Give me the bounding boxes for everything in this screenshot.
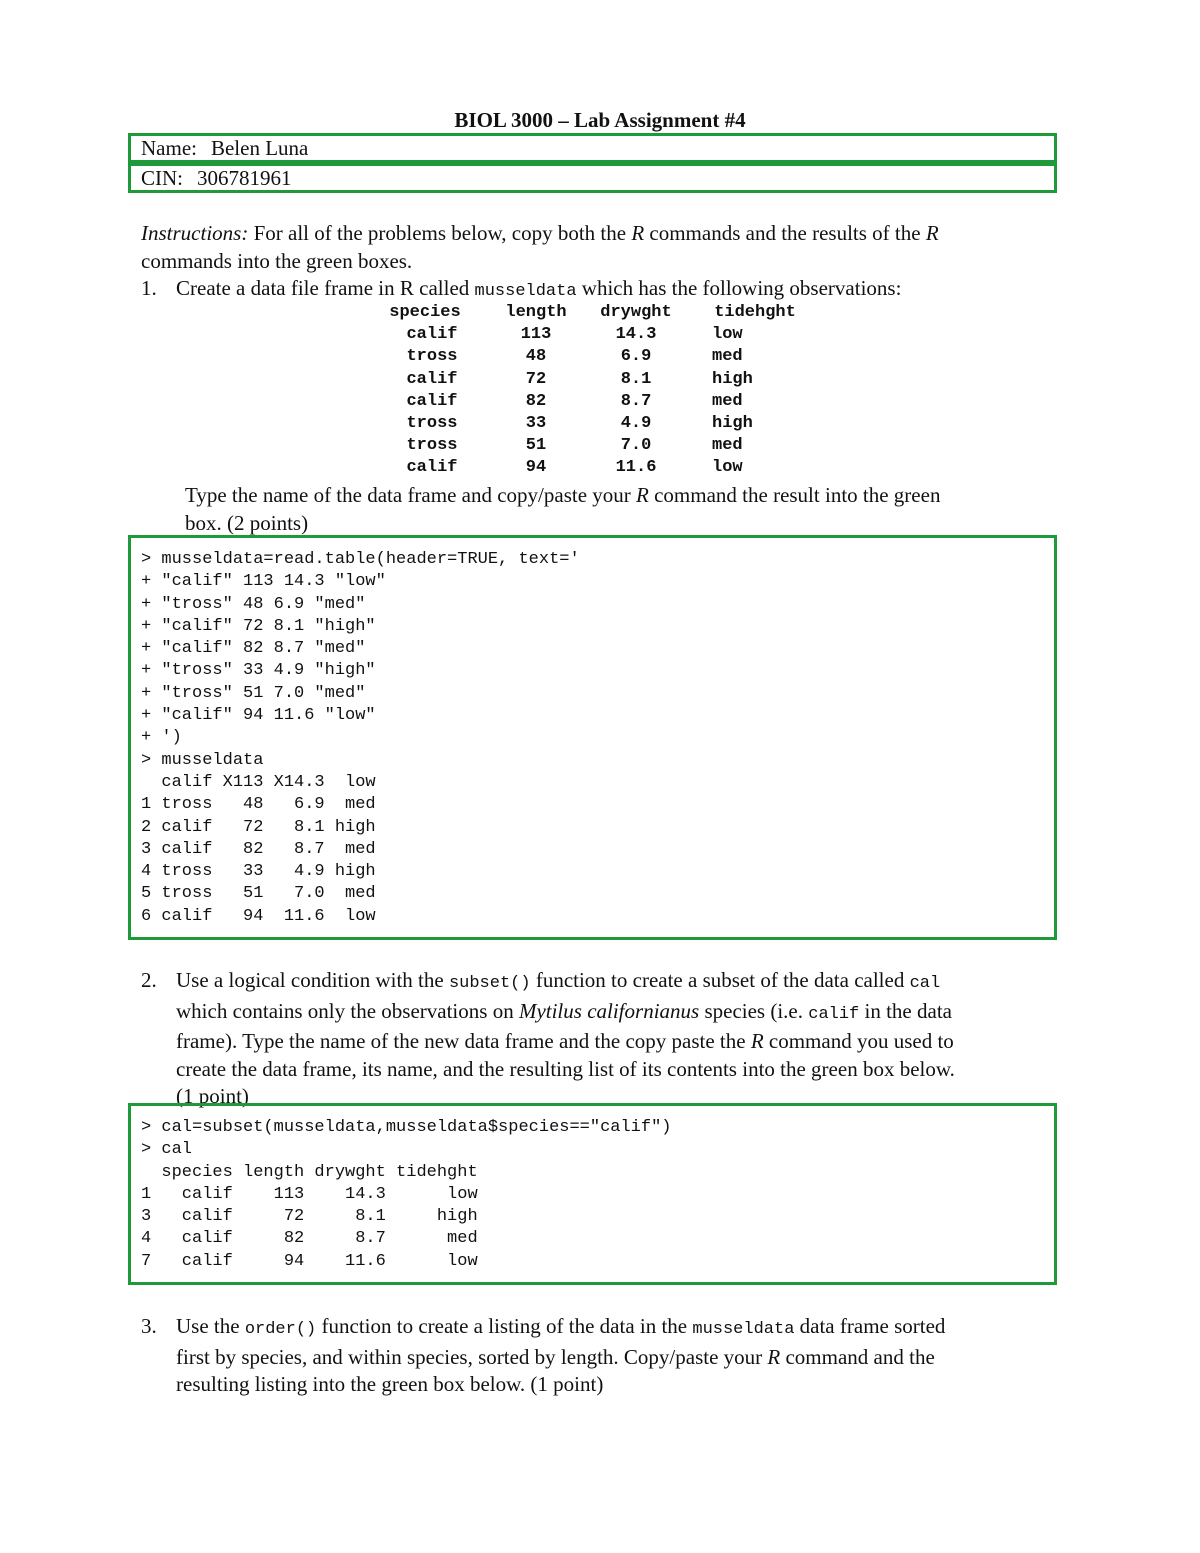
instructions-label: Instructions:	[141, 221, 249, 245]
q2-answer-box[interactable]	[128, 1103, 1057, 1285]
r-italic: R	[750, 1029, 764, 1053]
table-row	[360, 457, 820, 479]
q2-text: which contains only the observations on	[176, 998, 519, 1023]
q3-text: function to create a listing of the data in the	[316, 1314, 693, 1338]
code-line: + "calif" 94 11.6 "low"	[141, 706, 376, 726]
code-line: + "calif" 82 8.7 "med"	[141, 639, 366, 659]
table-cell: 14.3	[615, 325, 657, 345]
code-line: 4 calif 82 8.7 med	[141, 1229, 478, 1249]
code-line: 6 calif 94 11.6 low	[141, 906, 376, 926]
table-cell: calif	[406, 369, 458, 389]
q1-text: which has the following observations:	[576, 276, 902, 300]
name-value: Belen Luna	[210, 136, 309, 160]
q3-text: first by species, and within species, sorted by length. Copy/paste your	[176, 1344, 768, 1369]
q3-text: Use the	[176, 1314, 245, 1338]
table-cell: 33	[525, 414, 547, 434]
table-row	[360, 435, 820, 457]
q2-code: subset()	[448, 974, 531, 993]
table-cell: calif	[406, 391, 458, 411]
code-line: + ')	[141, 728, 182, 748]
q2-text: (1 point)	[176, 1084, 249, 1108]
instructions-text: commands and the results of the	[644, 221, 926, 245]
table-cell: 8.7	[620, 391, 652, 411]
q3-number: 3.	[141, 1314, 157, 1338]
code-line: 2 calif 72 8.1 high	[141, 817, 376, 837]
q2-number: 2.	[141, 968, 157, 992]
q2-code: calif	[808, 1004, 860, 1024]
q1-after-text: Type the name of the data frame and copy/paste your	[185, 483, 637, 507]
q2-text: Use a logical condition with the	[176, 968, 449, 992]
table-row	[360, 391, 820, 413]
q1-number: 1.	[141, 276, 157, 300]
table-header: tidehght	[714, 303, 796, 322]
q2-text: in the data	[859, 998, 952, 1023]
observations-table	[360, 302, 820, 480]
q3-text: resulting listing into the green box below. (1 point)	[176, 1372, 604, 1396]
code-line: + "tross" 33 4.9 "high"	[141, 661, 376, 681]
instructions-text: For all of the problems below, copy both the	[248, 221, 632, 245]
code-line: calif X113 X14.3 low	[141, 772, 376, 792]
table-header: species	[389, 303, 461, 322]
code-line: 3 calif 72 8.1 high	[141, 1207, 478, 1227]
table-header: drywght	[600, 303, 672, 322]
r-italic: R	[767, 1344, 781, 1369]
table-cell: med	[712, 391, 743, 411]
q1-answer-code	[141, 549, 580, 928]
table-cell: 48	[525, 347, 547, 367]
r-italic: R	[636, 483, 649, 507]
q2-prompt	[176, 967, 1066, 1111]
code-line: 1 calif 113 14.3 low	[141, 1184, 478, 1204]
q1-text: Create a data file frame in R called	[176, 276, 475, 300]
code-line: > musseldata	[141, 750, 264, 770]
table-header: length	[505, 303, 567, 322]
table-row	[360, 324, 820, 346]
code-line: + "calif" 72 8.1 "high"	[141, 616, 376, 636]
r-italic: R	[925, 221, 939, 245]
table-cell: 72	[525, 369, 547, 389]
q1-answer-box[interactable]	[128, 535, 1057, 940]
table-cell: med	[712, 347, 743, 367]
table-row	[360, 369, 820, 391]
q2-text: function to create a subset of the data called	[530, 968, 910, 992]
table-cell: 82	[525, 391, 547, 411]
q3-prompt	[176, 1313, 1066, 1399]
q3-text: command and the	[780, 1344, 935, 1369]
name-field[interactable]	[128, 133, 1057, 163]
table-cell: 7.0	[620, 436, 652, 456]
code-line: + "tross" 51 7.0 "med"	[141, 683, 366, 703]
code-line: + "calif" 113 14.3 "low"	[141, 572, 386, 592]
table-cell: 94	[525, 458, 547, 478]
code-line: 7 calif 94 11.6 low	[141, 1251, 478, 1271]
table-row	[360, 413, 820, 435]
table-cell: high	[712, 369, 753, 389]
table-cell: high	[712, 414, 753, 434]
table-cell: tross	[406, 414, 458, 434]
table-cell: tross	[406, 436, 458, 456]
code-line: 4 tross 33 4.9 high	[141, 862, 376, 882]
q2-text: species (i.e.	[699, 998, 809, 1023]
table-cell: 11.6	[615, 458, 657, 478]
q1-code: musseldata	[474, 282, 577, 301]
q2-text: frame). Type the name of the new data frame and the copy paste the	[176, 1029, 751, 1053]
q3-code: order()	[244, 1320, 317, 1339]
table-cell: 51	[525, 436, 547, 456]
name-label: Name:	[141, 136, 197, 160]
cin-label: CIN:	[141, 166, 183, 190]
species-italic: Mytilus californianus	[518, 998, 700, 1023]
q1-prompt	[176, 275, 1056, 306]
q2-text: create the data frame, its name, and the resulting list of its contents into the green box below.	[176, 1056, 955, 1081]
code-line: > musseldata=read.table(header=TRUE, text='	[141, 550, 580, 569]
code-line: > cal	[141, 1140, 193, 1160]
table-cell: low	[712, 325, 743, 345]
q2-code: cal	[909, 974, 941, 993]
table-cell: low	[712, 458, 743, 478]
cin-field[interactable]	[128, 163, 1057, 193]
table-cell: 113	[520, 325, 552, 345]
code-line: 3 calif 82 8.7 med	[141, 839, 376, 859]
q3-text: data frame sorted	[794, 1314, 946, 1338]
table-cell: 4.9	[620, 414, 652, 434]
instructions-line2: commands into the green boxes.	[141, 248, 413, 273]
q1-after-text: command the result into the green	[648, 483, 941, 507]
code-line: 1 tross 48 6.9 med	[141, 795, 376, 815]
cin-value: 306781961	[197, 166, 292, 190]
code-line: species length drywght tidehght	[141, 1162, 478, 1182]
table-cell: tross	[406, 347, 458, 367]
code-line: 5 tross 51 7.0 med	[141, 884, 376, 904]
table-cell: med	[712, 436, 743, 456]
table-header-row	[360, 302, 820, 324]
q2-answer-code	[141, 1117, 672, 1273]
q3-code: musseldata	[692, 1320, 795, 1339]
q1-after	[185, 482, 1065, 537]
r-italic: R	[631, 221, 645, 245]
table-cell: calif	[406, 325, 458, 345]
table-cell: 8.1	[620, 369, 652, 389]
code-line: + "tross" 48 6.9 "med"	[141, 594, 366, 614]
q2-text: command you used to	[763, 1029, 954, 1053]
page-title: BIOL 3000 – Lab Assignment #4	[454, 108, 746, 132]
table-row	[360, 346, 820, 368]
table-cell: calif	[406, 458, 458, 478]
code-line: > cal=subset(musseldata,musseldata$species=="calif")	[141, 1118, 672, 1137]
instructions	[141, 220, 1061, 275]
q1-after-line2: box. (2 points)	[185, 510, 309, 535]
table-cell: 6.9	[620, 347, 652, 367]
